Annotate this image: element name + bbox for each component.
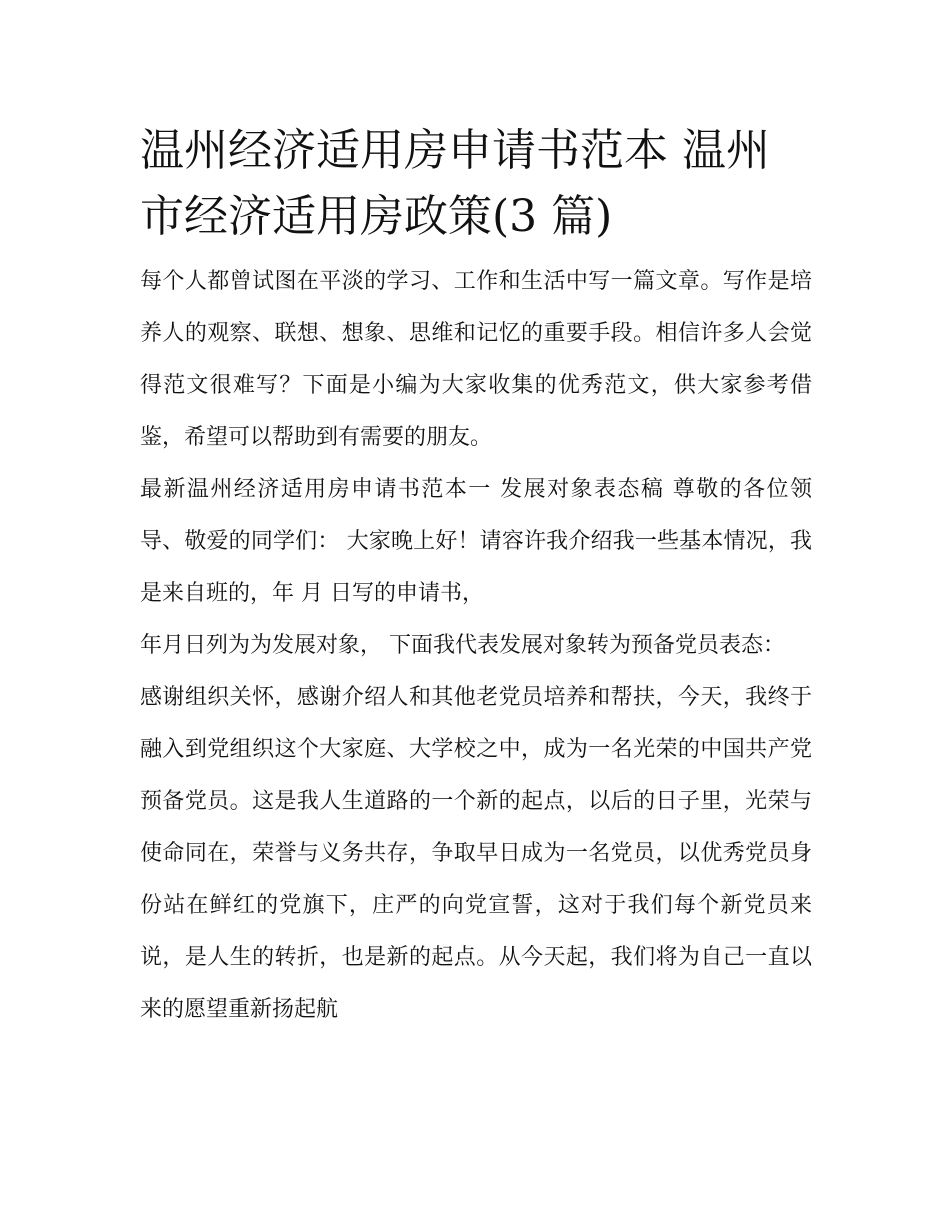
paragraph-body: 感谢组织关怀，感谢介绍人和其他老党员培养和帮扶，今天，我终于融入到党组织这个大家庭、大学校之中，成为一名光荣的中国共产党预备党员。这是我人生道路的一个新的起点，以后的日子里，光荣与使命同在，荣誉与义务共存，争取早日成为一名党员，以优秀党员身份站在鲜红的党旗下，庄严的向党宣誓，这对于我们每个新党员来说，是人生的转折，也是新的起点。从今天起，我们将为自己一直以来的愿望重新扬起航 (140, 685, 812, 1022)
paragraph-statement-intro: 年月日列为为发展对象， 下面我代表发展对象转为预备党员表态： (140, 633, 785, 658)
paragraph-greeting: 最新温州经济适用房申请书范本一 发展对象表态稿 尊敬的各位领导、敬爱的同学们： 大家晚上好！请容许我介绍我一些基本情况，我是来自班的，年 月 日写的申请书， (140, 477, 812, 606)
document-page (140, 118, 812, 1036)
document-title: 温州经济适用房申请书范本 温州市经济适用房政策(3 篇) (140, 125, 770, 242)
paragraph-intro: 每个人都曾试图在平淡的学习、工作和生活中写一篇文章。写作是培养人的观察、联想、想象、思维和记忆的重要手段。相信许多人会觉得范文很难写？下面是小编为大家收集的优秀范文，供大家参考借鉴，希望可以帮助到有需要的朋友。 (140, 269, 812, 450)
